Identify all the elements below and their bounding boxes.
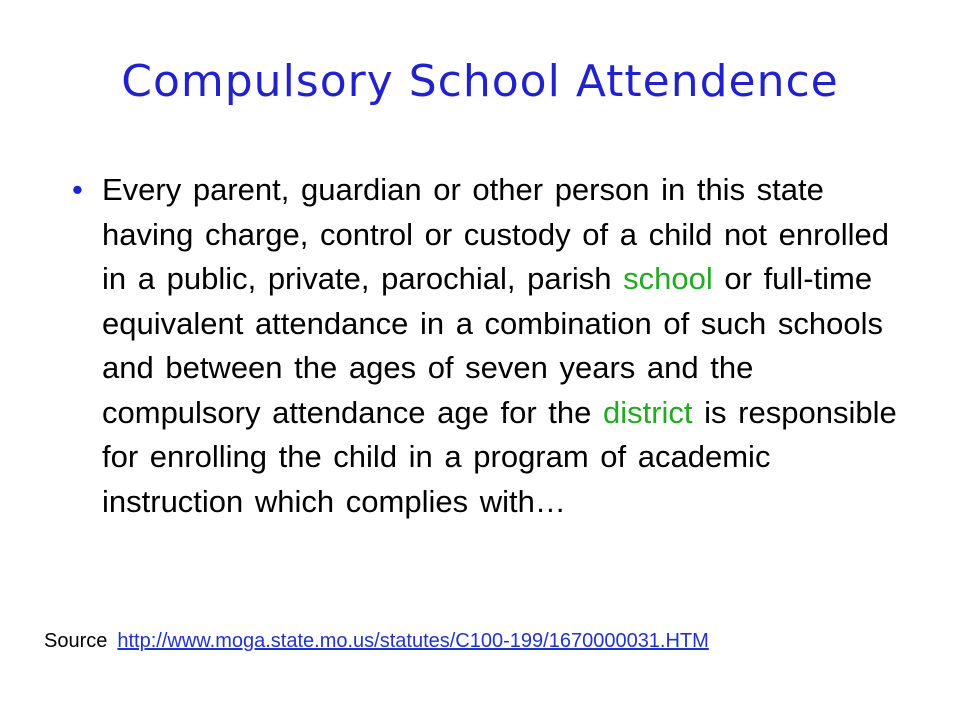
bullet-text-part-1: Every parent, guardian or other person in this state having charge, control or custody of a child not enrolled in a public, private, parochial, parish xyxy=(102,172,889,296)
source-line xyxy=(44,630,709,653)
bullet-item xyxy=(72,168,912,524)
bullet-icon: • xyxy=(72,172,83,207)
source-link[interactable]: http://www.moga.state.mo.us/statutes/C100-199/1670000031.HTM xyxy=(117,630,709,652)
highlight-term-district: district xyxy=(602,394,693,430)
highlight-term-school: school xyxy=(623,261,713,296)
source-label: Source xyxy=(44,630,108,652)
slide-body xyxy=(72,168,912,524)
slide-title: Compulsory School Attendence xyxy=(121,56,839,107)
bullet-text-part-2: or full-time equivalent attendance in a combination of such schools and between the ages of seven years and the compulsory attendance age for the xyxy=(102,261,883,430)
bullet-text-part-3: is responsible for enrolling the child in a program of academic instruction which complies with… xyxy=(102,394,897,519)
